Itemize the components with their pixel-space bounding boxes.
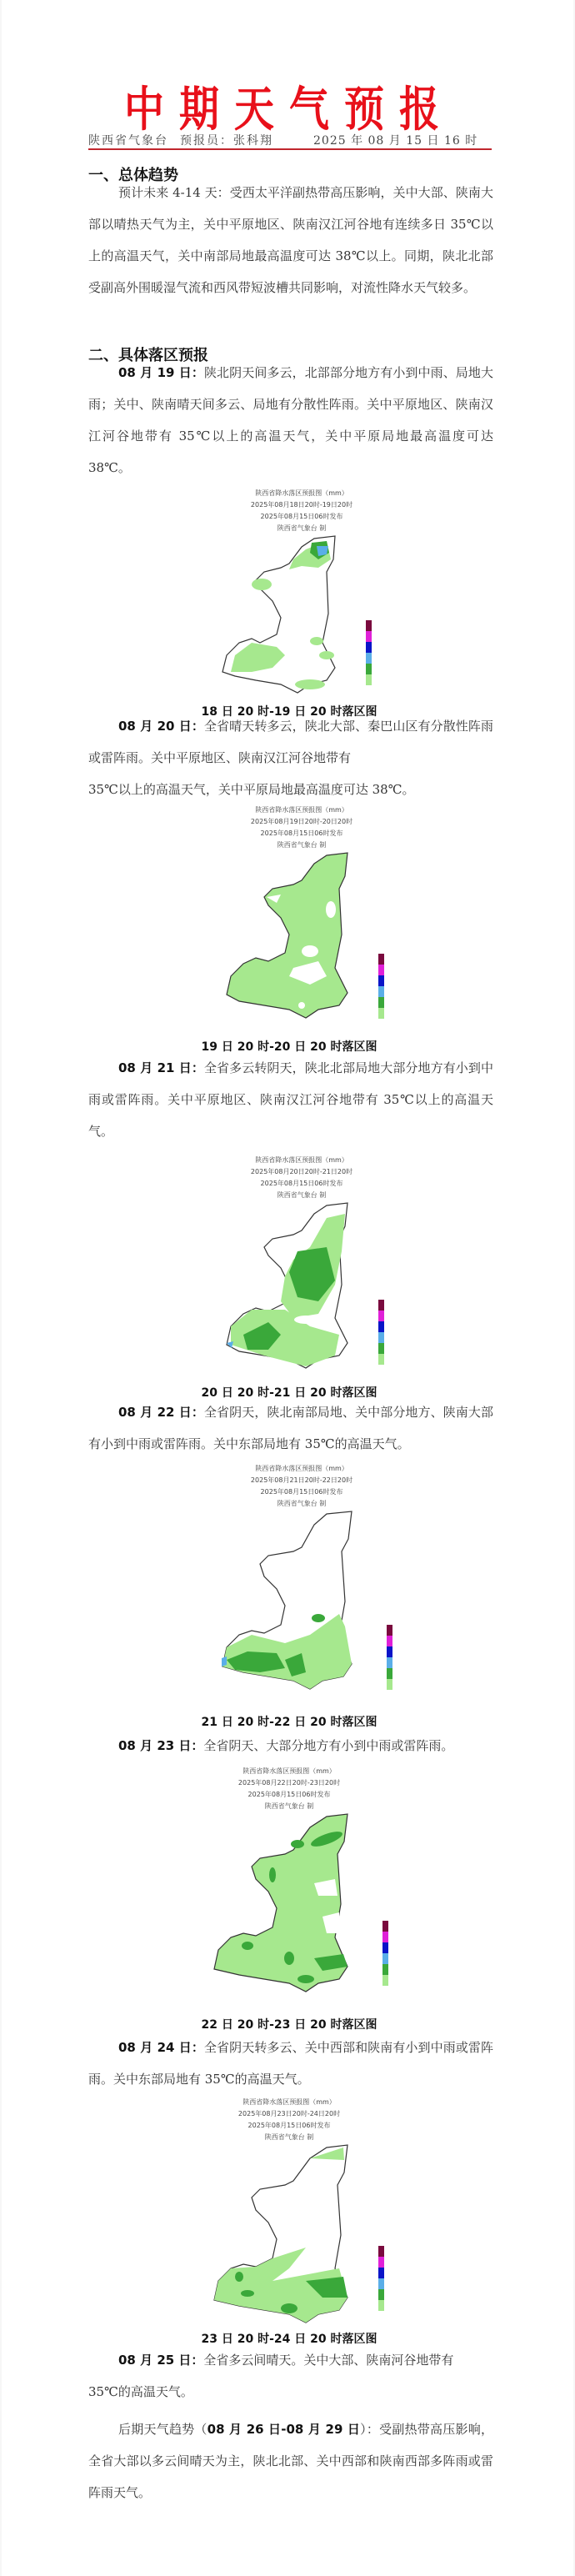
forecast-day-23 <box>88 1730 493 1762</box>
later-trend-range: 08 月 26 日-08 月 29 日 <box>207 2422 361 2437</box>
forecast-day-21 <box>88 1052 493 1147</box>
legend-scale <box>377 2243 402 2318</box>
map-period: 2025年08月23日20时-24日20时 <box>238 2110 341 2117</box>
map-caption: 22 日 20 时-23 日 20 时落区图 <box>201 2018 378 2032</box>
organization: 陕西省气象台 <box>88 134 168 148</box>
map-released: 2025年08月15日06时发布 <box>260 1488 343 1496</box>
later-trend-prefix: 后期天气趋势（ <box>118 2422 208 2437</box>
map-maker: 陕西省气象台 制 <box>277 1191 327 1199</box>
forecast-text: 陕北阴天间多云，北部部分地方有小到中雨、局地大雨；关中、陕南晴天间多云、局地有分散性阵雨。关中平原地区、陕南汉江河谷地带有 35℃以上的高温天气，关中平原局地最高温度可达 38℃。 <box>88 365 493 475</box>
map-title: 陕西省降水落区预报图（mm） <box>255 1465 348 1472</box>
forecast-day-24 <box>88 2032 493 2095</box>
precip-legend <box>377 1296 402 1375</box>
legend-scale <box>377 950 402 1025</box>
map-caption: 20 日 20 时-21 日 20 时落区图 <box>201 1386 378 1400</box>
map-title: 陕西省降水落区预报图（mm） <box>255 1156 348 1164</box>
legend-scale <box>377 1296 402 1371</box>
forecast-date: 08 月 20 日： <box>118 719 204 734</box>
legend-scale <box>364 617 389 692</box>
forecast-text: 全省多云转阴天，陕北北部局地大部分地方有小到中雨或雷阵雨。关中平原地区、陕南汉江河谷地带有 35℃以上的高温天气。 <box>88 1060 493 1139</box>
later-trend-paragraph <box>88 2413 493 2508</box>
forecast-date: 08 月 24 日： <box>118 2040 204 2055</box>
precip-map-21-22 <box>202 1463 402 1701</box>
map-maker: 陕西省气象台 制 <box>277 1500 327 1507</box>
shaanxi-precip-map <box>189 2143 389 2327</box>
forecast-day-22 <box>88 1396 493 1460</box>
map-period: 2025年08月19日20时-20日20时 <box>250 818 353 825</box>
precip-legend <box>381 1917 406 1996</box>
map-title: 陕西省降水落区预报图（mm） <box>255 489 348 497</box>
map-released: 2025年08月15日06时发布 <box>248 1791 331 1798</box>
forecast-text-continued: 35℃以上的高温天气，关中平原局地最高温度可达 38℃。 <box>88 782 415 797</box>
map-title: 陕西省降水落区预报图（mm） <box>242 1767 336 1775</box>
forecast-day-25 <box>88 2344 493 2408</box>
map-caption: 21 日 20 时-22 日 20 时落区图 <box>201 1716 378 1729</box>
precip-map-19-20 <box>202 804 402 1026</box>
precip-legend <box>377 950 402 1029</box>
map-title: 陕西省降水落区预报图（mm） <box>242 2098 336 2106</box>
map-released: 2025年08月15日06时发布 <box>260 829 343 837</box>
shaanxi-precip-map <box>202 1510 402 1701</box>
forecast-text: 全省阴天转多云、关中西部和陕南有小到中雨或雷阵雨。关中东部局地有 35℃的高温天气。 <box>88 2040 493 2087</box>
forecaster: 预报员：张科翔 <box>180 134 273 148</box>
map-period: 2025年08月22日20时-23日20时 <box>238 1779 341 1787</box>
map-released: 2025年08月15日06时发布 <box>260 1180 343 1187</box>
document-page <box>2 0 573 2576</box>
precip-map-22-23 <box>189 1766 389 2004</box>
map-maker: 陕西省气象台 制 <box>264 2133 314 2141</box>
later-trend-text: ）：受副热带高压影响，全省大部以多云间晴天为主，陕北北部、关中西部和陕南西部多阵雨或雷阵雨天气。 <box>88 2422 493 2500</box>
precip-map-23-24 <box>189 2097 389 2327</box>
issue-time: 2025 年 08 月 15 日 16 时 <box>313 134 478 148</box>
map-maker: 陕西省气象台 制 <box>277 524 327 532</box>
forecast-date: 08 月 22 日： <box>118 1405 204 1420</box>
map-period: 2025年08月20日20时-21日20时 <box>250 1168 353 1175</box>
forecast-text: 全省阴天、大部分地方有小到中雨或雷阵雨。 <box>203 1738 454 1753</box>
map-maker: 陕西省气象台 制 <box>277 841 327 849</box>
forecast-date: 08 月 25 日： <box>118 2353 204 2368</box>
section-heading-detailed-forecast: 二、具体落区预报 <box>88 347 208 364</box>
precip-legend <box>385 1621 410 1700</box>
forecast-text: 全省阴天，陕北南部局地、关中部分地方、陕南大部有小到中雨或雷阵雨。关中东部局地有 35℃的高温天气。 <box>88 1405 493 1451</box>
forecast-day-20 <box>88 710 493 805</box>
legend-scale <box>385 1621 410 1696</box>
shaanxi-precip-map <box>202 1201 402 1376</box>
forecast-date: 08 月 23 日： <box>118 1738 204 1753</box>
map-caption: 18 日 20 时-19 日 20 时落区图 <box>201 705 378 719</box>
map-caption: 19 日 20 时-20 日 20 时落区图 <box>201 1040 378 1054</box>
forecast-date: 08 月 21 日： <box>118 1060 204 1075</box>
precip-map-20-21 <box>202 1155 402 1376</box>
shaanxi-precip-map <box>202 851 402 1026</box>
forecast-date: 08 月 19 日： <box>118 365 204 380</box>
issue-info-bar <box>88 132 492 150</box>
map-period: 2025年08月18日20时-19日20时 <box>250 501 353 509</box>
forecast-text: 全省多云间晴天。关中大部、陕南河谷地带有 <box>203 2353 454 2368</box>
map-period: 2025年08月21日20时-22日20时 <box>250 1476 353 1484</box>
precip-legend <box>377 2243 402 2321</box>
page-title: 中期天气预报 <box>123 82 454 138</box>
map-title: 陕西省降水落区预报图（mm） <box>255 806 348 814</box>
overall-trend-paragraph: 预计未来 4-14 天：受西太平洋副热带高压影响，关中大部、陕南大部以晴热天气为主，关中平原地区、陕南汉江河谷地有连续多日 35℃以上的高温天气，关中南部局地最高温度可达 38℃以上。同期，陕北北部受副高外围暖湿气流和西风带短波槽共同影响，对流性降水天气较多。 <box>88 185 493 295</box>
shaanxi-precip-map <box>189 1812 389 2004</box>
forecast-text: 全省晴天转多云，陕北大部、秦巴山区有分散性阵雨或雷阵雨。关中平原地区、陕南汉江河谷地带有 <box>88 719 493 765</box>
forecast-day-19 <box>88 357 493 484</box>
map-released: 2025年08月15日06时发布 <box>248 2122 331 2129</box>
legend-scale <box>381 1917 406 1992</box>
map-released: 2025年08月15日06时发布 <box>260 513 343 520</box>
section-heading-overall-trend: 一、总体趋势 <box>88 167 178 184</box>
map-maker: 陕西省气象台 制 <box>264 1802 314 1810</box>
forecast-text-continued: 35℃的高温天气。 <box>88 2384 193 2399</box>
map-caption: 23 日 20 时-24 日 20 时落区图 <box>201 2333 378 2346</box>
precip-legend <box>364 617 389 695</box>
